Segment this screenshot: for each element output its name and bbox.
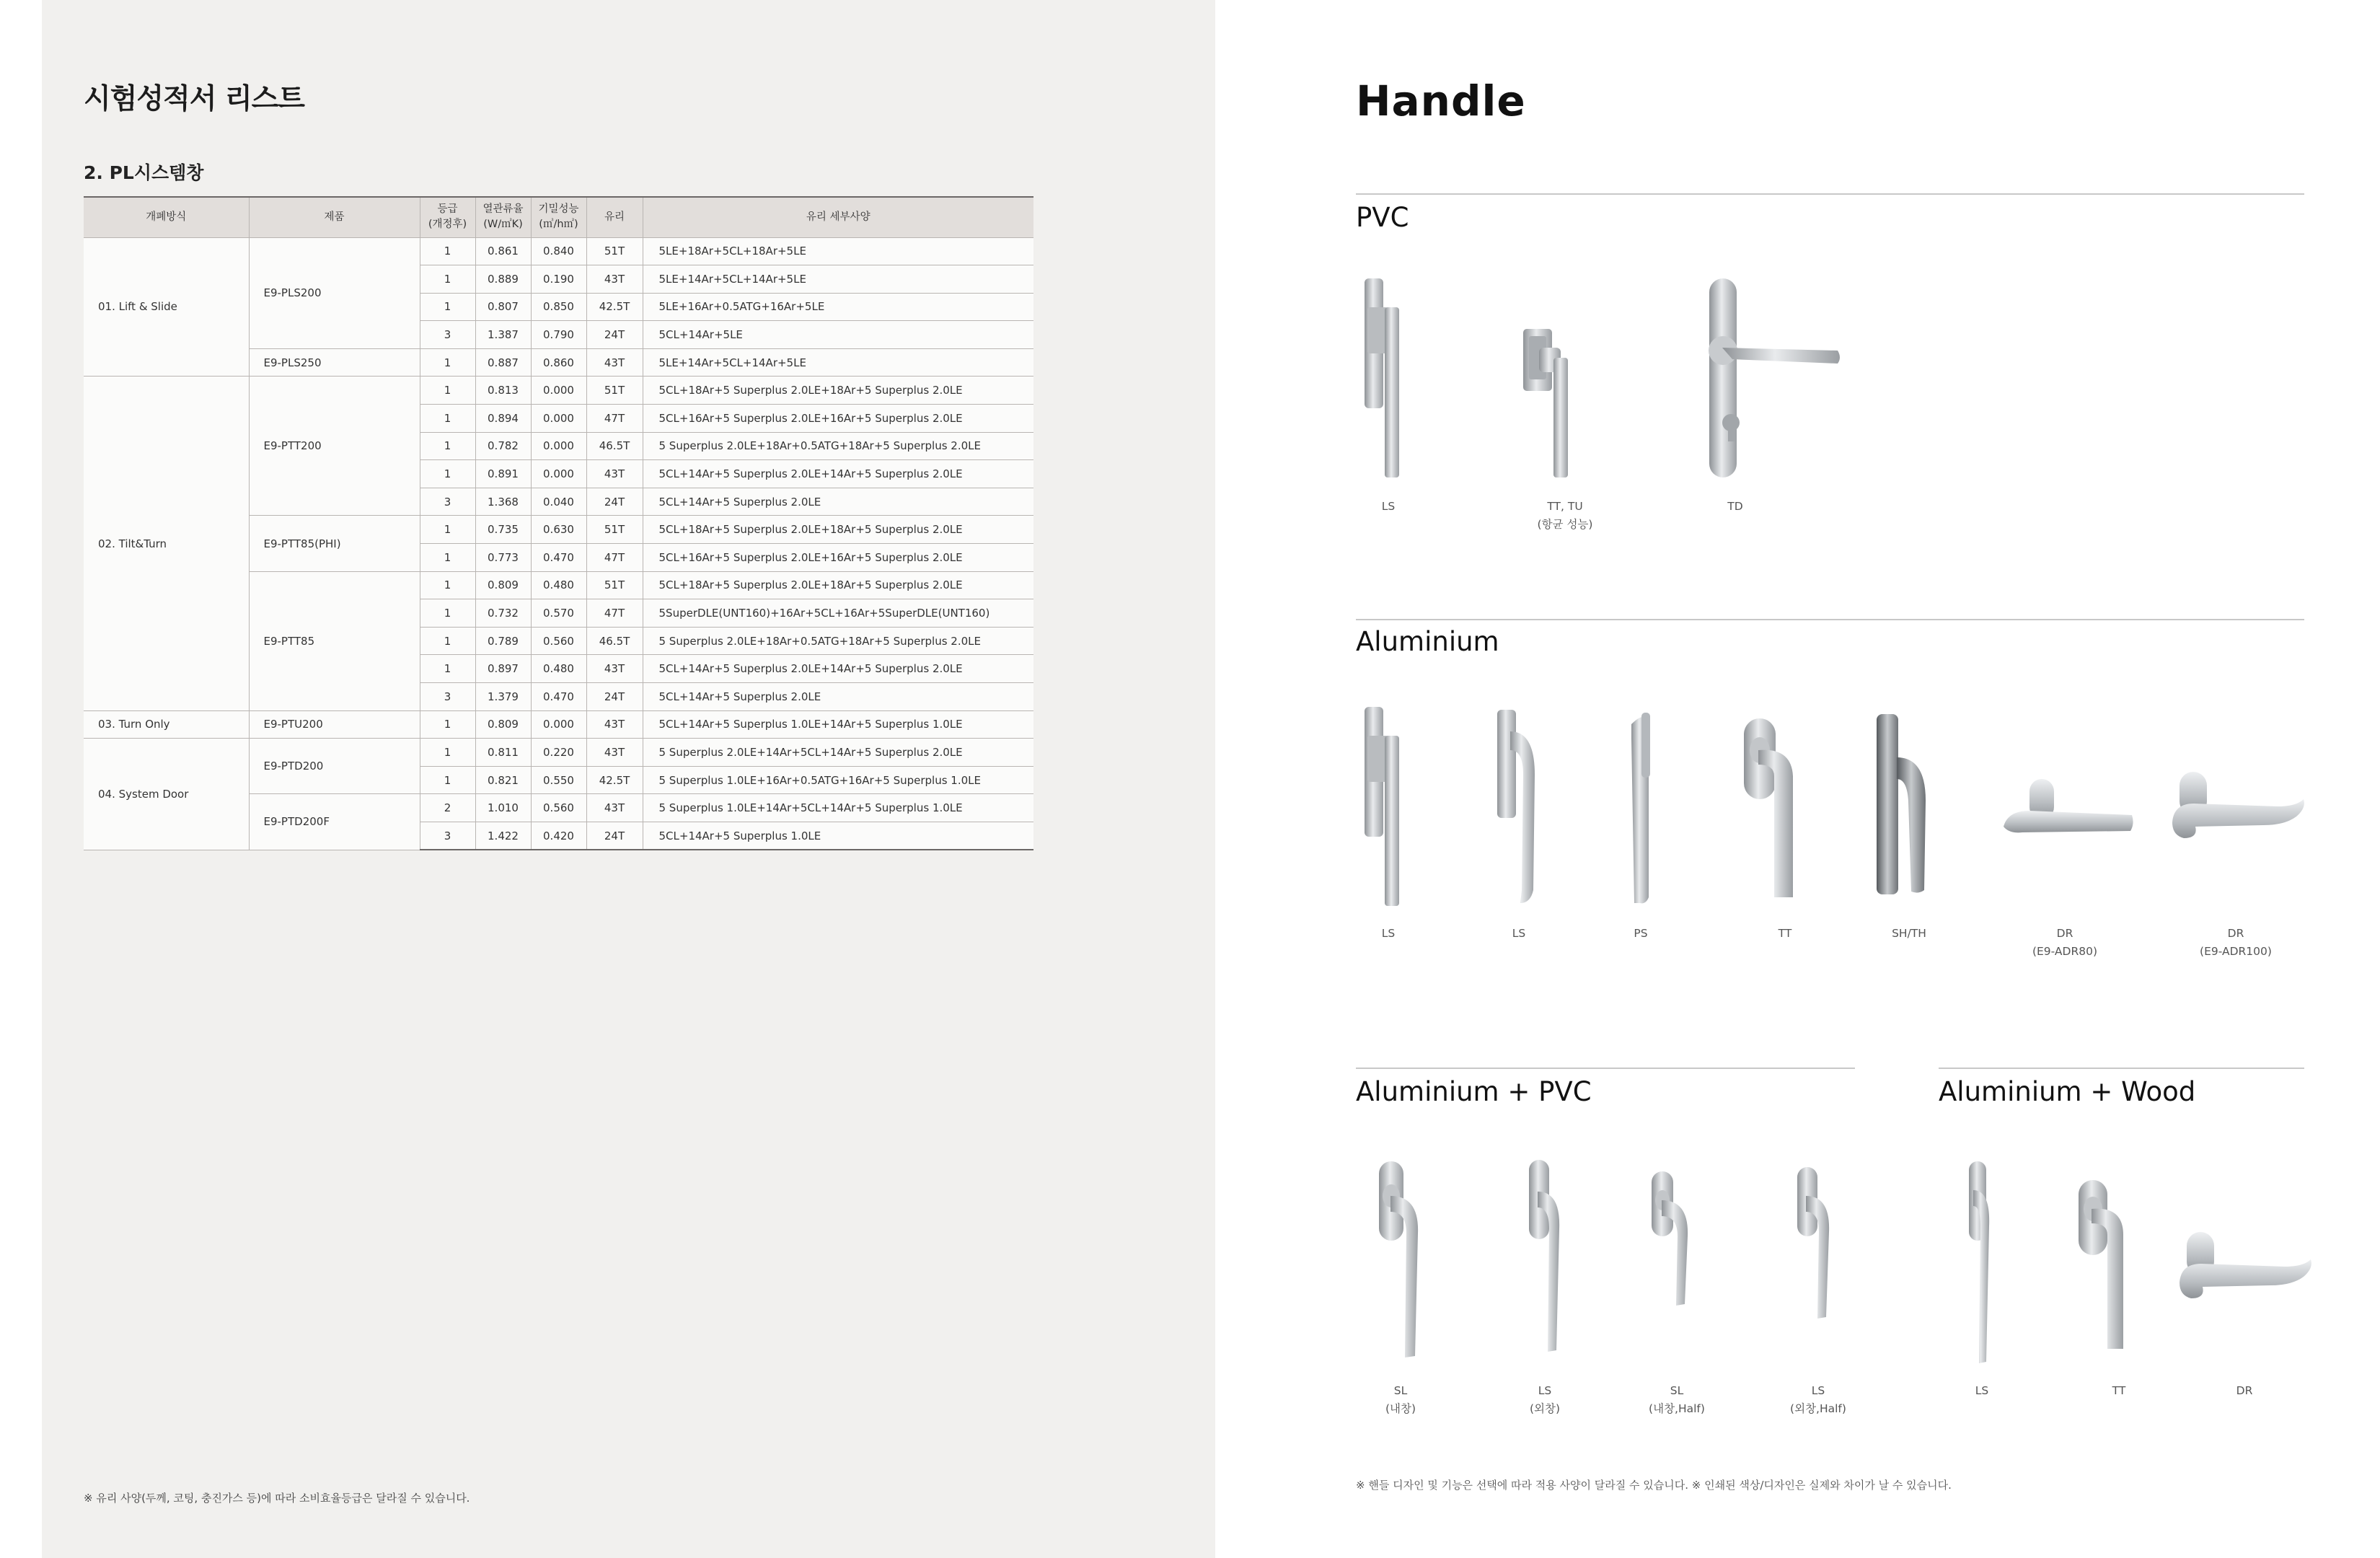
caption-alu-ls-2: LS — [1512, 927, 1526, 940]
handle-pvc-ls-icon — [1363, 278, 1403, 477]
caption-pvc-tt-sub: (항균 성능) — [1537, 518, 1593, 531]
cell-grade: 1 — [420, 405, 475, 433]
cell-grade: 3 — [420, 683, 475, 711]
cell-airtightness: 0.040 — [531, 488, 586, 516]
cell-glass: 47T — [586, 544, 643, 572]
cell-heat-transfer: 0.894 — [475, 405, 531, 433]
cell-glass: 51T — [586, 516, 643, 544]
handle-alu-dr-80 — [2001, 776, 2135, 842]
cell-airtightness: 0.420 — [531, 822, 586, 850]
section-title-alu-pvc: Aluminium + PVC — [1356, 1076, 1592, 1107]
cell-airtightness: 0.630 — [531, 516, 586, 544]
caption-alu-shth: SH/TH — [1892, 927, 1926, 940]
cell-glass-spec: 5 Superplus 2.0LE+14Ar+5CL+14Ar+5 Superplus 2.0LE — [643, 739, 1033, 767]
cell-airtightness: 0.850 — [531, 293, 586, 321]
cell-heat-transfer: 0.782 — [475, 432, 531, 460]
cell-airtightness: 0.000 — [531, 710, 586, 739]
cell-airtightness: 0.560 — [531, 627, 586, 655]
handle-alu-dr-100-icon — [2169, 770, 2306, 841]
cell-grade: 1 — [420, 766, 475, 794]
handle-alu-shth-icon — [1875, 714, 1930, 894]
section-title-pvc: PVC — [1356, 202, 1409, 233]
cell-heat-transfer: 1.010 — [475, 794, 531, 822]
cell-heat-transfer: 0.861 — [475, 237, 531, 265]
cell-glass-spec: 5SuperDLE(UNT160)+16Ar+5CL+16Ar+5SuperDLE(UNT160) — [643, 599, 1033, 628]
cell-glass: 24T — [586, 822, 643, 850]
cell-airtightness: 0.570 — [531, 599, 586, 628]
table-row — [84, 710, 1033, 739]
cell-heat-transfer: 0.789 — [475, 627, 531, 655]
caption-alupvc-ls-half-sub: (외창,Half) — [1790, 1402, 1846, 1415]
cell-grade: 1 — [420, 293, 475, 321]
cell-heat-transfer: 0.891 — [475, 460, 531, 488]
cell-airtightness: 0.220 — [531, 739, 586, 767]
header-airtightness: 기밀성능 (㎥/h㎡) — [531, 197, 586, 237]
cell-grade: 1 — [420, 460, 475, 488]
handle-title: Handle — [1356, 76, 1526, 126]
caption-aluwood-ls: LS — [1975, 1384, 1989, 1397]
table-header-row — [84, 197, 1033, 237]
handle-aluwood-ls-icon — [1966, 1161, 1995, 1365]
handle-pvc-tt — [1522, 329, 1579, 477]
handle-alu-ls-1 — [1363, 707, 1403, 906]
cell-heat-transfer: 0.897 — [475, 655, 531, 683]
cell-glass-spec: 5LE+16Ar+0.5ATG+16Ar+5LE — [643, 293, 1033, 321]
table-row — [84, 377, 1033, 405]
cell-product: E9-PTD200F — [249, 794, 420, 850]
cell-heat-transfer: 0.821 — [475, 766, 531, 794]
cell-airtightness: 0.550 — [531, 766, 586, 794]
cell-glass: 51T — [586, 237, 643, 265]
cell-grade: 1 — [420, 265, 475, 294]
cell-airtightness: 0.790 — [531, 321, 586, 349]
caption-alu-dr-100-sub: (E9-ADR100) — [2200, 945, 2272, 958]
test-report-table — [84, 196, 1033, 850]
cell-glass-spec: 5CL+14Ar+5 Superplus 2.0LE — [643, 488, 1033, 516]
cell-glass: 46.5T — [586, 627, 643, 655]
divider-pvc — [1356, 193, 2304, 195]
caption-pvc-tt: TT, TU — [1547, 500, 1583, 513]
cell-glass: 43T — [586, 348, 643, 377]
cell-product: E9-PTT85(PHI) — [249, 516, 420, 571]
cell-grade: 3 — [420, 321, 475, 349]
section-title-alu-wood: Aluminium + Wood — [1939, 1076, 2196, 1107]
cell-airtightness: 0.470 — [531, 683, 586, 711]
cell-glass: 24T — [586, 683, 643, 711]
cell-airtightness: 0.560 — [531, 794, 586, 822]
cell-heat-transfer: 0.809 — [475, 710, 531, 739]
cell-glass: 43T — [586, 655, 643, 683]
cell-grade: 1 — [420, 710, 475, 739]
cell-grade: 1 — [420, 655, 475, 683]
handle-alu-dr-100 — [2169, 770, 2306, 841]
cell-glass: 46.5T — [586, 432, 643, 460]
caption-alu-ls-1: LS — [1381, 927, 1396, 940]
handle-aluwood-ls — [1966, 1161, 1995, 1365]
cell-glass-spec: 5CL+16Ar+5 Superplus 2.0LE+16Ar+5 Superplus 2.0LE — [643, 405, 1033, 433]
cell-airtightness: 0.470 — [531, 544, 586, 572]
caption-alu-tt: TT — [1778, 927, 1792, 940]
handle-alupvc-sl — [1378, 1161, 1424, 1360]
table-row — [84, 739, 1033, 767]
caption-alupvc-sl-sub: (내창) — [1385, 1402, 1416, 1415]
caption-aluwood-tt: TT — [2112, 1384, 2126, 1397]
cell-glass-spec: 5LE+18Ar+5CL+18Ar+5LE — [643, 237, 1033, 265]
divider-alu-wood — [1939, 1068, 2304, 1069]
handle-aluwood-tt — [2076, 1180, 2129, 1352]
handle-alupvc-ls-icon — [1528, 1160, 1565, 1355]
cell-glass: 51T — [586, 377, 643, 405]
test-report-table-wrap — [84, 196, 1033, 850]
cell-glass: 43T — [586, 739, 643, 767]
cell-glass: 47T — [586, 405, 643, 433]
cell-glass-spec: 5CL+14Ar+5LE — [643, 321, 1033, 349]
cell-glass-spec: 5 Superplus 1.0LE+14Ar+5CL+14Ar+5 Superplus 1.0LE — [643, 794, 1033, 822]
cell-glass-spec: 5CL+14Ar+5 Superplus 2.0LE+14Ar+5 Superplus 2.0LE — [643, 655, 1033, 683]
handle-alu-ls-2-icon — [1494, 710, 1542, 905]
cell-heat-transfer: 0.773 — [475, 544, 531, 572]
cell-glass: 24T — [586, 321, 643, 349]
cell-grade: 1 — [420, 348, 475, 377]
handle-pvc-tt-icon — [1522, 329, 1579, 477]
header-glass: 유리 — [586, 197, 643, 237]
caption-alupvc-sl-half-sub: (내창,Half) — [1649, 1402, 1705, 1415]
cell-grade: 1 — [420, 432, 475, 460]
handle-pvc-ls — [1363, 278, 1403, 477]
cell-glass: 47T — [586, 599, 643, 628]
divider-aluminium — [1356, 619, 2304, 620]
cell-airtightness: 0.000 — [531, 460, 586, 488]
caption-alu-ps: PS — [1634, 927, 1648, 940]
handle-alupvc-ls — [1528, 1160, 1565, 1355]
cell-method: 01. Lift & Slide — [84, 237, 249, 377]
cell-glass: 42.5T — [586, 293, 643, 321]
handle-alu-tt-icon — [1741, 718, 1800, 900]
left-footnote: ※ 유리 사양(두께, 코팅, 충진가스 등)에 따라 소비효율등급은 달라질 수 있습니다. — [84, 1492, 470, 1505]
caption-pvc-ls: LS — [1381, 500, 1396, 513]
cell-airtightness: 0.860 — [531, 348, 586, 377]
handle-alu-ls-1-icon — [1363, 707, 1403, 906]
handle-pvc-td-icon — [1708, 278, 1842, 477]
cell-glass-spec: 5CL+14Ar+5 Superplus 2.0LE — [643, 683, 1033, 711]
handle-aluwood-dr — [2177, 1231, 2314, 1301]
cell-grade: 1 — [420, 627, 475, 655]
cell-grade: 1 — [420, 516, 475, 544]
cell-heat-transfer: 1.379 — [475, 683, 531, 711]
cell-heat-transfer: 1.387 — [475, 321, 531, 349]
cell-glass-spec: 5LE+14Ar+5CL+14Ar+5LE — [643, 348, 1033, 377]
cell-glass: 43T — [586, 265, 643, 294]
page-title: 시험성적서 리스트 — [84, 83, 304, 115]
cell-airtightness: 0.480 — [531, 571, 586, 599]
cell-heat-transfer: 1.368 — [475, 488, 531, 516]
cell-grade: 1 — [420, 739, 475, 767]
handle-alupvc-sl-half — [1650, 1171, 1693, 1308]
cell-glass-spec: 5CL+14Ar+5 Superplus 2.0LE+14Ar+5 Superplus 2.0LE — [643, 460, 1033, 488]
right-footnote: ※ 핸들 디자인 및 기능은 선택에 따라 적용 사양이 달라질 수 있습니다. ※ 인쇄된 색상/디자인은 실제와 차이가 날 수 있습니다. — [1356, 1479, 1952, 1492]
cell-glass-spec: 5 Superplus 1.0LE+16Ar+0.5ATG+16Ar+5 Superplus 1.0LE — [643, 766, 1033, 794]
cell-heat-transfer: 0.887 — [475, 348, 531, 377]
cell-method: 02. Tilt&Turn — [84, 377, 249, 710]
handle-alu-ps-icon — [1624, 710, 1657, 905]
cell-glass-spec: 5CL+18Ar+5 Superplus 2.0LE+18Ar+5 Superplus 2.0LE — [643, 377, 1033, 405]
cell-heat-transfer: 0.813 — [475, 377, 531, 405]
cell-glass: 43T — [586, 460, 643, 488]
cell-grade: 3 — [420, 488, 475, 516]
cell-method: 03. Turn Only — [84, 710, 249, 739]
section-subtitle: 2. PL시스템창 — [84, 162, 204, 183]
cell-glass-spec: 5 Superplus 2.0LE+18Ar+0.5ATG+18Ar+5 Superplus 2.0LE — [643, 432, 1033, 460]
cell-glass-spec: 5CL+14Ar+5 Superplus 1.0LE — [643, 822, 1033, 850]
cell-heat-transfer: 0.809 — [475, 571, 531, 599]
cell-heat-transfer: 1.422 — [475, 822, 531, 850]
caption-alupvc-sl: SL — [1393, 1384, 1408, 1397]
cell-glass: 43T — [586, 710, 643, 739]
cell-grade: 2 — [420, 794, 475, 822]
caption-alupvc-sl-half: SL — [1670, 1384, 1684, 1397]
header-product: 제품 — [249, 197, 420, 237]
cell-product: E9-PTT85 — [249, 571, 420, 710]
cell-heat-transfer: 0.889 — [475, 265, 531, 294]
cell-glass: 24T — [586, 488, 643, 516]
header-method: 개폐방식 — [84, 197, 249, 237]
cell-method: 04. System Door — [84, 739, 249, 850]
divider-alu-pvc — [1356, 1068, 1855, 1069]
header-glass-spec: 유리 세부사양 — [643, 197, 1033, 237]
cell-glass: 42.5T — [586, 766, 643, 794]
caption-alu-dr-80: DR — [2056, 927, 2073, 940]
caption-alupvc-ls-half: LS — [1811, 1384, 1825, 1397]
cell-product: E9-PTU200 — [249, 710, 420, 739]
cell-glass-spec: 5 Superplus 2.0LE+18Ar+0.5ATG+18Ar+5 Superplus 2.0LE — [643, 627, 1033, 655]
header-grade: 등급 (개정후) — [420, 197, 475, 237]
cell-product: E9-PLS200 — [249, 237, 420, 348]
handle-alu-ps — [1624, 710, 1657, 905]
caption-alu-dr-80-sub: (E9-ADR80) — [2032, 945, 2098, 958]
cell-airtightness: 0.000 — [531, 377, 586, 405]
cell-product: E9-PTT200 — [249, 377, 420, 516]
cell-heat-transfer: 0.811 — [475, 739, 531, 767]
handle-aluwood-tt-icon — [2076, 1180, 2129, 1352]
caption-alupvc-ls-sub: (외창) — [1529, 1402, 1561, 1415]
caption-alu-dr-100: DR — [2227, 927, 2244, 940]
cell-grade: 1 — [420, 377, 475, 405]
handle-alupvc-ls-half-icon — [1796, 1167, 1835, 1321]
cell-glass-spec: 5CL+16Ar+5 Superplus 2.0LE+16Ar+5 Superplus 2.0LE — [643, 544, 1033, 572]
section-title-aluminium: Aluminium — [1356, 626, 1499, 657]
handle-alupvc-sl-half-icon — [1650, 1171, 1693, 1308]
cell-heat-transfer: 0.807 — [475, 293, 531, 321]
cell-product: E9-PLS250 — [249, 348, 420, 377]
caption-alupvc-ls: LS — [1538, 1384, 1552, 1397]
handle-alupvc-ls-half — [1796, 1167, 1835, 1321]
cell-heat-transfer: 0.735 — [475, 516, 531, 544]
handle-alu-tt — [1741, 718, 1800, 900]
cell-airtightness: 0.190 — [531, 265, 586, 294]
cell-glass: 43T — [586, 794, 643, 822]
header-heat-transfer: 열관류율 (W/㎡K) — [475, 197, 531, 237]
handle-aluwood-dr-icon — [2177, 1231, 2314, 1301]
handle-alupvc-sl-icon — [1378, 1161, 1424, 1360]
table-body — [84, 237, 1033, 850]
cell-airtightness: 0.000 — [531, 405, 586, 433]
cell-grade: 1 — [420, 599, 475, 628]
handle-alu-dr-80-icon — [2001, 776, 2135, 842]
cell-grade: 3 — [420, 822, 475, 850]
table-row — [84, 237, 1033, 265]
handle-alu-ls-2 — [1494, 710, 1542, 905]
caption-aluwood-dr: DR — [2236, 1384, 2253, 1397]
cell-glass-spec: 5LE+14Ar+5CL+14Ar+5LE — [643, 265, 1033, 294]
cell-airtightness: 0.000 — [531, 432, 586, 460]
cell-product: E9-PTD200 — [249, 739, 420, 794]
cell-glass-spec: 5CL+18Ar+5 Superplus 2.0LE+18Ar+5 Superplus 2.0LE — [643, 571, 1033, 599]
cell-airtightness: 0.480 — [531, 655, 586, 683]
cell-glass: 51T — [586, 571, 643, 599]
cell-glass-spec: 5CL+18Ar+5 Superplus 2.0LE+18Ar+5 Superplus 2.0LE — [643, 516, 1033, 544]
handle-pvc-td — [1708, 278, 1842, 477]
cell-heat-transfer: 0.732 — [475, 599, 531, 628]
cell-airtightness: 0.840 — [531, 237, 586, 265]
caption-pvc-td: TD — [1727, 500, 1743, 513]
cell-grade: 1 — [420, 544, 475, 572]
cell-grade: 1 — [420, 237, 475, 265]
cell-grade: 1 — [420, 571, 475, 599]
handle-alu-shth — [1875, 714, 1930, 894]
cell-glass-spec: 5CL+14Ar+5 Superplus 1.0LE+14Ar+5 Superplus 1.0LE — [643, 710, 1033, 739]
